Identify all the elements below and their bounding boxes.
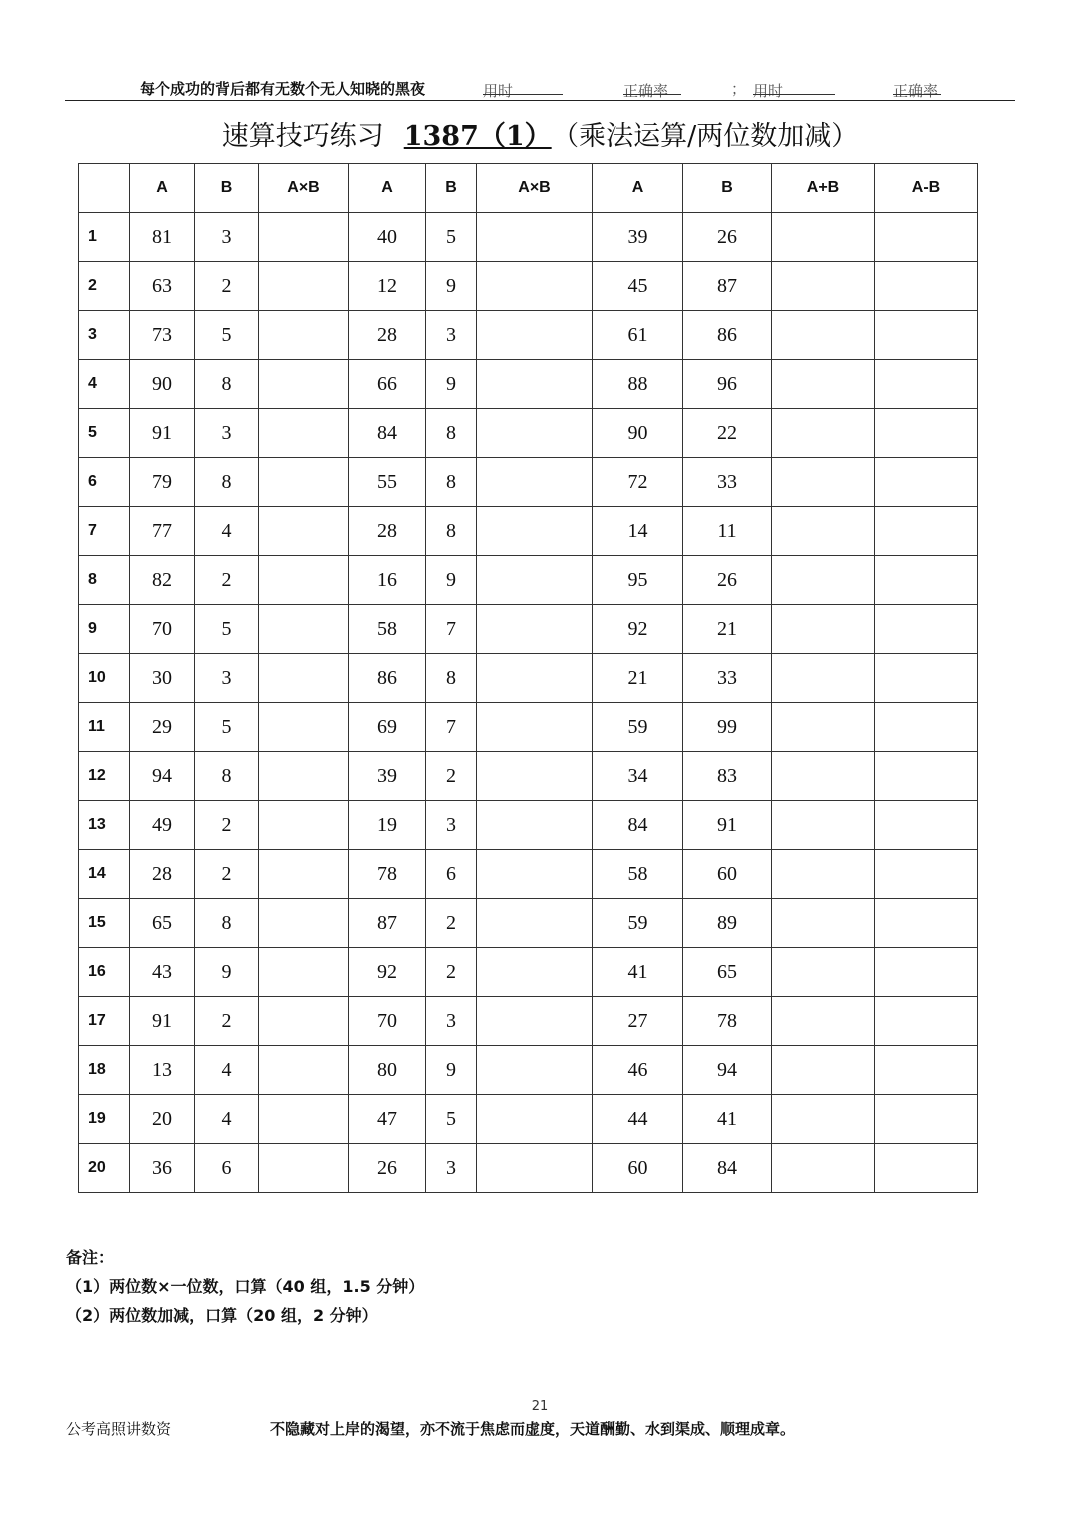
row-index: 9 xyxy=(79,605,130,654)
row-index: 1 xyxy=(79,213,130,262)
column-header xyxy=(79,164,130,213)
row-index: 10 xyxy=(79,654,130,703)
operand-cell: 6 xyxy=(195,1144,259,1193)
operand-cell: 20 xyxy=(130,1095,195,1144)
table-row xyxy=(79,1095,978,1144)
operand-cell: 8 xyxy=(426,507,477,556)
row-index: 6 xyxy=(79,458,130,507)
row-index: 19 xyxy=(79,1095,130,1144)
answer-cell[interactable] xyxy=(875,752,978,801)
answer-cell[interactable] xyxy=(875,213,978,262)
answer-cell[interactable] xyxy=(477,409,593,458)
column-header: B xyxy=(195,164,259,213)
operand-cell: 88 xyxy=(593,360,683,409)
header-motto: 每个成功的背后都有无数个无人知晓的黑夜 xyxy=(140,80,426,98)
operand-cell: 91 xyxy=(130,409,195,458)
operand-cell: 28 xyxy=(349,311,426,360)
answer-cell[interactable] xyxy=(477,605,593,654)
row-index: 17 xyxy=(79,997,130,1046)
answer-cell[interactable] xyxy=(772,360,875,409)
answer-cell[interactable] xyxy=(477,997,593,1046)
column-header: A-B xyxy=(875,164,978,213)
row-index: 12 xyxy=(79,752,130,801)
answer-cell[interactable] xyxy=(875,948,978,997)
notes-section xyxy=(66,1243,424,1330)
operand-cell: 63 xyxy=(130,262,195,311)
answer-cell[interactable] xyxy=(772,997,875,1046)
operand-cell: 83 xyxy=(683,752,772,801)
operand-cell: 79 xyxy=(130,458,195,507)
row-index: 14 xyxy=(79,850,130,899)
operand-cell: 69 xyxy=(349,703,426,752)
column-header: B xyxy=(426,164,477,213)
answer-cell[interactable] xyxy=(477,703,593,752)
column-header: A×B xyxy=(477,164,593,213)
operand-cell: 65 xyxy=(683,948,772,997)
answer-cell[interactable] xyxy=(772,262,875,311)
answer-cell[interactable] xyxy=(477,1144,593,1193)
answer-cell[interactable] xyxy=(477,899,593,948)
answer-cell[interactable] xyxy=(259,801,349,850)
operand-cell: 2 xyxy=(195,262,259,311)
operand-cell: 26 xyxy=(683,556,772,605)
row-index: 4 xyxy=(79,360,130,409)
answer-cell[interactable] xyxy=(259,213,349,262)
accuracy-blank-1[interactable] xyxy=(623,80,681,95)
time-label-2: 用时 xyxy=(753,82,784,100)
answer-cell[interactable] xyxy=(477,507,593,556)
operand-cell: 43 xyxy=(130,948,195,997)
table-row xyxy=(79,899,978,948)
operand-cell: 14 xyxy=(593,507,683,556)
table-row xyxy=(79,1144,978,1193)
operand-cell: 66 xyxy=(349,360,426,409)
operand-cell: 2 xyxy=(195,801,259,850)
answer-cell[interactable] xyxy=(772,654,875,703)
answer-cell[interactable] xyxy=(772,801,875,850)
answer-cell[interactable] xyxy=(477,948,593,997)
operand-cell: 91 xyxy=(130,997,195,1046)
answer-cell[interactable] xyxy=(772,899,875,948)
operand-cell: 7 xyxy=(426,703,477,752)
answer-cell[interactable] xyxy=(772,703,875,752)
answer-cell[interactable] xyxy=(477,556,593,605)
operand-cell: 3 xyxy=(195,409,259,458)
operand-cell: 84 xyxy=(349,409,426,458)
answer-cell[interactable] xyxy=(477,458,593,507)
answer-cell[interactable] xyxy=(259,703,349,752)
operand-cell: 73 xyxy=(130,311,195,360)
operand-cell: 41 xyxy=(683,1095,772,1144)
operand-cell: 4 xyxy=(195,507,259,556)
operand-cell: 2 xyxy=(426,752,477,801)
operand-cell: 33 xyxy=(683,458,772,507)
operand-cell: 92 xyxy=(349,948,426,997)
table-header-row xyxy=(79,164,978,213)
operand-cell: 13 xyxy=(130,1046,195,1095)
operand-cell: 3 xyxy=(426,311,477,360)
answer-cell[interactable] xyxy=(772,1095,875,1144)
table-row xyxy=(79,654,978,703)
operand-cell: 89 xyxy=(683,899,772,948)
answer-cell[interactable] xyxy=(772,605,875,654)
answer-cell[interactable] xyxy=(259,1144,349,1193)
operand-cell: 8 xyxy=(195,899,259,948)
answer-cell[interactable] xyxy=(259,458,349,507)
table-row xyxy=(79,360,978,409)
operand-cell: 84 xyxy=(593,801,683,850)
operand-cell: 16 xyxy=(349,556,426,605)
operand-cell: 26 xyxy=(683,213,772,262)
row-index: 15 xyxy=(79,899,130,948)
operand-cell: 60 xyxy=(593,1144,683,1193)
operand-cell: 8 xyxy=(426,654,477,703)
operand-cell: 41 xyxy=(593,948,683,997)
operand-cell: 9 xyxy=(426,556,477,605)
operand-cell: 87 xyxy=(349,899,426,948)
operand-cell: 46 xyxy=(593,1046,683,1095)
operand-cell: 90 xyxy=(130,360,195,409)
title-suffix: （乘法运算/两位数加减） xyxy=(565,121,859,152)
header-separator: ； xyxy=(731,80,747,98)
answer-cell[interactable] xyxy=(259,850,349,899)
operand-cell: 58 xyxy=(593,850,683,899)
operand-cell: 3 xyxy=(195,213,259,262)
operand-cell: 5 xyxy=(195,703,259,752)
operand-cell: 6 xyxy=(426,850,477,899)
answer-cell[interactable] xyxy=(875,1144,978,1193)
row-index: 7 xyxy=(79,507,130,556)
accuracy-label-1: 正确率 xyxy=(623,82,669,100)
row-index: 16 xyxy=(79,948,130,997)
operand-cell: 7 xyxy=(426,605,477,654)
operand-cell: 58 xyxy=(349,605,426,654)
operand-cell: 2 xyxy=(195,997,259,1046)
operand-cell: 5 xyxy=(426,213,477,262)
accuracy-label-2: 正确率 xyxy=(893,82,939,100)
operand-cell: 9 xyxy=(426,262,477,311)
answer-cell[interactable] xyxy=(772,850,875,899)
operand-cell: 11 xyxy=(683,507,772,556)
answer-cell[interactable] xyxy=(875,801,978,850)
answer-cell[interactable] xyxy=(772,311,875,360)
time-blank-1[interactable] xyxy=(483,80,563,95)
operand-cell: 4 xyxy=(195,1046,259,1095)
operand-cell: 8 xyxy=(195,458,259,507)
answer-cell[interactable] xyxy=(875,850,978,899)
table-row xyxy=(79,850,978,899)
operand-cell: 91 xyxy=(683,801,772,850)
operand-cell: 86 xyxy=(349,654,426,703)
accuracy-blank-2[interactable] xyxy=(893,80,941,95)
answer-cell[interactable] xyxy=(477,360,593,409)
answer-cell[interactable] xyxy=(259,1095,349,1144)
row-index: 5 xyxy=(79,409,130,458)
row-index: 11 xyxy=(79,703,130,752)
operand-cell: 55 xyxy=(349,458,426,507)
answer-cell[interactable] xyxy=(259,409,349,458)
operand-cell: 78 xyxy=(683,997,772,1046)
table-row xyxy=(79,458,978,507)
operand-cell: 65 xyxy=(130,899,195,948)
table-row xyxy=(79,801,978,850)
row-index: 20 xyxy=(79,1144,130,1193)
table-row xyxy=(79,703,978,752)
column-header: A×B xyxy=(259,164,349,213)
answer-cell[interactable] xyxy=(875,997,978,1046)
answer-cell[interactable] xyxy=(477,213,593,262)
operand-cell: 21 xyxy=(593,654,683,703)
answer-cell[interactable] xyxy=(477,1046,593,1095)
operand-cell: 49 xyxy=(130,801,195,850)
table-row xyxy=(79,311,978,360)
footer-right: 不隐藏对上岸的渴望，亦不流于焦虑而虚度，天道酬勤、水到渠成、顺理成章。 xyxy=(270,1420,796,1438)
answer-cell[interactable] xyxy=(875,1095,978,1144)
operand-cell: 19 xyxy=(349,801,426,850)
operand-cell: 61 xyxy=(593,311,683,360)
operand-cell: 70 xyxy=(349,997,426,1046)
answer-cell[interactable] xyxy=(772,409,875,458)
operand-cell: 40 xyxy=(349,213,426,262)
table-row xyxy=(79,997,978,1046)
answer-cell[interactable] xyxy=(477,801,593,850)
operand-cell: 95 xyxy=(593,556,683,605)
operand-cell: 60 xyxy=(683,850,772,899)
operand-cell: 87 xyxy=(683,262,772,311)
operand-cell: 30 xyxy=(130,654,195,703)
time-blank-2[interactable] xyxy=(753,80,835,95)
operand-cell: 72 xyxy=(593,458,683,507)
operand-cell: 99 xyxy=(683,703,772,752)
footer-left: 公考高照讲数资 xyxy=(66,1420,172,1438)
operand-cell: 47 xyxy=(349,1095,426,1144)
table-row xyxy=(79,605,978,654)
operand-cell: 81 xyxy=(130,213,195,262)
practice-table xyxy=(78,163,978,1193)
answer-cell[interactable] xyxy=(259,899,349,948)
table-row xyxy=(79,556,978,605)
answer-cell[interactable] xyxy=(875,458,978,507)
answer-cell[interactable] xyxy=(875,605,978,654)
operand-cell: 3 xyxy=(426,997,477,1046)
operand-cell: 5 xyxy=(195,605,259,654)
operand-cell: 82 xyxy=(130,556,195,605)
table-row xyxy=(79,948,978,997)
operand-cell: 59 xyxy=(593,703,683,752)
column-header: A xyxy=(349,164,426,213)
answer-cell[interactable] xyxy=(875,899,978,948)
operand-cell: 8 xyxy=(195,360,259,409)
notes-line-1: （1）两位数×一位数，口算（40 组，1.5 分钟） xyxy=(66,1277,425,1296)
row-index: 8 xyxy=(79,556,130,605)
operand-cell: 8 xyxy=(426,409,477,458)
table-row xyxy=(79,1046,978,1095)
answer-cell[interactable] xyxy=(259,556,349,605)
operand-cell: 27 xyxy=(593,997,683,1046)
operand-cell: 28 xyxy=(130,850,195,899)
table-row xyxy=(79,507,978,556)
operand-cell: 94 xyxy=(130,752,195,801)
operand-cell: 39 xyxy=(593,213,683,262)
operand-cell: 3 xyxy=(426,801,477,850)
answer-cell[interactable] xyxy=(875,311,978,360)
answer-cell[interactable] xyxy=(772,1046,875,1095)
answer-cell[interactable] xyxy=(875,654,978,703)
operand-cell: 22 xyxy=(683,409,772,458)
row-index: 18 xyxy=(79,1046,130,1095)
answer-cell[interactable] xyxy=(875,556,978,605)
table-row xyxy=(79,213,978,262)
operand-cell: 96 xyxy=(683,360,772,409)
answer-cell[interactable] xyxy=(477,752,593,801)
operand-cell: 80 xyxy=(349,1046,426,1095)
notes-heading: 备注： xyxy=(66,1248,115,1267)
answer-cell[interactable] xyxy=(259,997,349,1046)
table-row xyxy=(79,752,978,801)
operand-cell: 4 xyxy=(195,1095,259,1144)
table-row xyxy=(79,262,978,311)
operand-cell: 44 xyxy=(593,1095,683,1144)
notes-line-2: （2）两位数加减，口算（20 组，2 分钟） xyxy=(66,1306,378,1325)
operand-cell: 26 xyxy=(349,1144,426,1193)
answer-cell[interactable] xyxy=(259,1046,349,1095)
answer-cell[interactable] xyxy=(477,311,593,360)
operand-cell: 70 xyxy=(130,605,195,654)
operand-cell: 29 xyxy=(130,703,195,752)
answer-cell[interactable] xyxy=(259,262,349,311)
operand-cell: 84 xyxy=(683,1144,772,1193)
answer-cell[interactable] xyxy=(259,752,349,801)
operand-cell: 39 xyxy=(349,752,426,801)
operand-cell: 2 xyxy=(195,556,259,605)
operand-cell: 5 xyxy=(426,1095,477,1144)
page-number: 21 xyxy=(531,1399,549,1414)
operand-cell: 9 xyxy=(195,948,259,997)
column-header: B xyxy=(683,164,772,213)
operand-cell: 21 xyxy=(683,605,772,654)
answer-cell[interactable] xyxy=(259,948,349,997)
answer-cell[interactable] xyxy=(875,360,978,409)
operand-cell: 3 xyxy=(426,1144,477,1193)
operand-cell: 77 xyxy=(130,507,195,556)
column-header: A+B xyxy=(772,164,875,213)
operand-cell: 92 xyxy=(593,605,683,654)
answer-cell[interactable] xyxy=(259,360,349,409)
answer-cell[interactable] xyxy=(875,262,978,311)
operand-cell: 90 xyxy=(593,409,683,458)
answer-cell[interactable] xyxy=(875,409,978,458)
answer-cell[interactable] xyxy=(875,507,978,556)
answer-cell[interactable] xyxy=(772,458,875,507)
answer-cell[interactable] xyxy=(772,1144,875,1193)
answer-cell[interactable] xyxy=(259,605,349,654)
table-body xyxy=(79,213,978,1193)
page-title xyxy=(0,114,1080,153)
operand-cell: 86 xyxy=(683,311,772,360)
column-header: A xyxy=(130,164,195,213)
title-code: 1387（1） xyxy=(403,121,552,152)
answer-cell[interactable] xyxy=(875,703,978,752)
row-index: 3 xyxy=(79,311,130,360)
operand-cell: 34 xyxy=(593,752,683,801)
operand-cell: 78 xyxy=(349,850,426,899)
answer-cell[interactable] xyxy=(772,752,875,801)
operand-cell: 8 xyxy=(426,458,477,507)
title-prefix: 速算技巧练习 xyxy=(221,121,384,152)
answer-cell[interactable] xyxy=(259,311,349,360)
operand-cell: 3 xyxy=(195,654,259,703)
answer-cell[interactable] xyxy=(259,507,349,556)
answer-cell[interactable] xyxy=(477,850,593,899)
operand-cell: 45 xyxy=(593,262,683,311)
operand-cell: 9 xyxy=(426,1046,477,1095)
answer-cell[interactable] xyxy=(772,213,875,262)
answer-cell[interactable] xyxy=(772,948,875,997)
operand-cell: 2 xyxy=(426,948,477,997)
answer-cell[interactable] xyxy=(772,507,875,556)
operand-cell: 59 xyxy=(593,899,683,948)
row-index: 13 xyxy=(79,801,130,850)
operand-cell: 8 xyxy=(195,752,259,801)
operand-cell: 12 xyxy=(349,262,426,311)
operand-cell: 94 xyxy=(683,1046,772,1095)
page-header xyxy=(65,76,1015,101)
answer-cell[interactable] xyxy=(772,556,875,605)
operand-cell: 5 xyxy=(195,311,259,360)
answer-cell[interactable] xyxy=(477,654,593,703)
operand-cell: 33 xyxy=(683,654,772,703)
answer-cell[interactable] xyxy=(259,654,349,703)
row-index: 2 xyxy=(79,262,130,311)
operand-cell: 9 xyxy=(426,360,477,409)
time-label-1: 用时 xyxy=(483,82,514,100)
operand-cell: 2 xyxy=(195,850,259,899)
operand-cell: 2 xyxy=(426,899,477,948)
answer-cell[interactable] xyxy=(477,1095,593,1144)
operand-cell: 36 xyxy=(130,1144,195,1193)
answer-cell[interactable] xyxy=(477,262,593,311)
table-row xyxy=(79,409,978,458)
column-header: A xyxy=(593,164,683,213)
operand-cell: 28 xyxy=(349,507,426,556)
answer-cell[interactable] xyxy=(875,1046,978,1095)
